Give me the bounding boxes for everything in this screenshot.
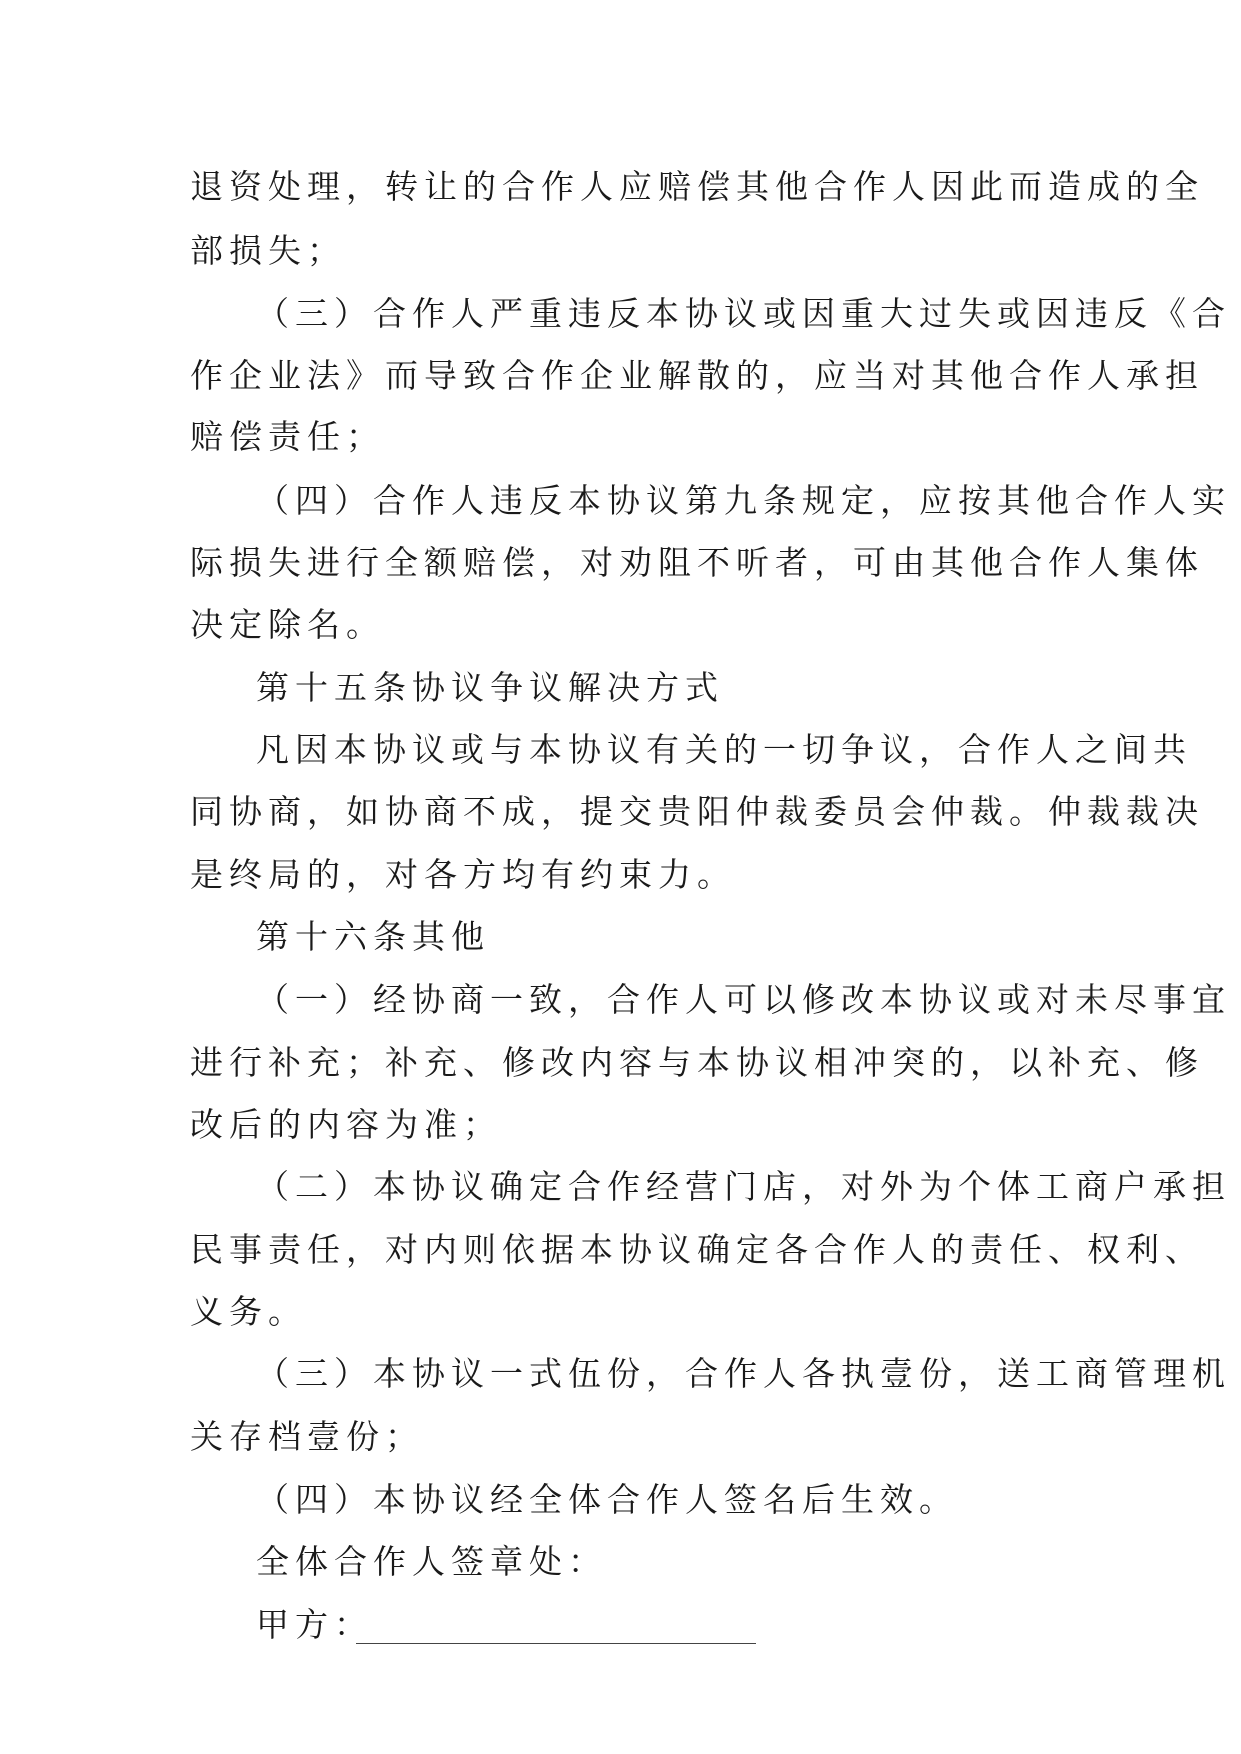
text-line-19: 义务。 <box>190 1292 307 1331</box>
text-line-18: 民事责任，对内则依据本协议确定各合作人的责任、权利、 <box>190 1230 1204 1269</box>
text-line-1: 退资处理，转让的合作人应赔偿其他合作人因此而造成的全 <box>190 167 1204 206</box>
text-line-4: 作企业法》而导致合作企业解散的，应当对其他合作人承担 <box>190 356 1204 395</box>
text-line-11: 同协商，如协商不成，提交贵阳仲裁委员会仲裁。仲裁裁决 <box>190 792 1204 831</box>
text-line-2: 部损失； <box>190 231 346 270</box>
party-a-signature-line <box>356 1643 756 1644</box>
text-line-16: 改后的内容为准； <box>190 1105 502 1144</box>
text-line-20: （三）本协议一式伍份，合作人各执壹份，送工商管理机 <box>256 1354 1231 1393</box>
text-line-21: 关存档壹份； <box>190 1417 424 1456</box>
text-line-10: 凡因本协议或与本协议有关的一切争议，合作人之间共 <box>256 730 1192 769</box>
signature-heading: 全体合作人签章处： <box>256 1542 607 1581</box>
text-line-6: （四）合作人违反本协议第九条规定，应按其他合作人实 <box>256 481 1231 520</box>
text-line-14: （一）经协商一致，合作人可以修改本协议或对未尽事宜 <box>256 980 1231 1019</box>
text-line-5: 赔偿责任； <box>190 417 385 456</box>
text-line-22: （四）本协议经全体合作人签名后生效。 <box>256 1480 958 1519</box>
text-line-3: （三）合作人严重违反本协议或因重大过失或因违反《合 <box>256 294 1231 333</box>
text-line-15: 进行补充；补充、修改内容与本协议相冲突的，以补充、修 <box>190 1043 1204 1082</box>
party-a-label: 甲方： <box>256 1605 373 1644</box>
section-heading-16: 第十六条其他 <box>256 917 490 956</box>
text-line-7: 际损失进行全额赔偿，对劝阻不听者，可由其他合作人集体 <box>190 543 1204 582</box>
section-heading-15: 第十五条协议争议解决方式 <box>256 668 724 707</box>
text-line-12: 是终局的，对各方均有约束力。 <box>190 855 736 894</box>
text-line-17: （二）本协议确定合作经营门店，对外为个体工商户承担 <box>256 1167 1231 1206</box>
text-line-8: 决定除名。 <box>190 605 385 644</box>
